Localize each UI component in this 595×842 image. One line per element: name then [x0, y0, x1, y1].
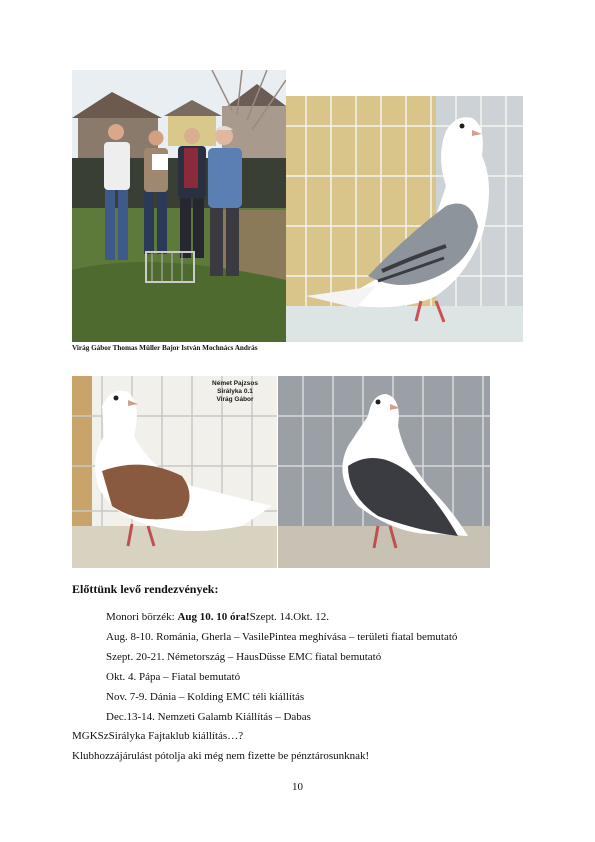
- black-pigeon-photo: [278, 376, 490, 568]
- membership-fee-note: Klubhozzájárulást pótolja aki még nem fizette be pénztárosunknak!: [72, 750, 370, 762]
- event-line: [106, 611, 329, 623]
- event-highlight: Aug 10. 10 óra!: [177, 611, 250, 623]
- event-line: Nov. 7-9. Dánia – Kolding EMC téli kiállítás: [106, 691, 305, 703]
- overlay-line: Virág Gábor: [216, 396, 254, 403]
- group-photo: [72, 70, 286, 342]
- event-text: Monori börzék:: [106, 611, 178, 623]
- event-text: Szept. 14.Okt. 12.: [249, 611, 330, 623]
- grey-pigeon-photo: [286, 96, 523, 342]
- overlay-line: Sirályka 0.1: [217, 388, 253, 395]
- events-heading: Előttünk levő rendezvények:: [72, 582, 219, 596]
- event-line: Dec.13-14. Nemzeti Galamb Kiállítás – Dabas: [106, 711, 311, 723]
- group-photo-caption: Virág Gábor Thomas Müller Bajor István Mochnács András: [72, 344, 258, 352]
- page-number: 10: [292, 781, 303, 793]
- brown-photo-overlay: [195, 380, 275, 404]
- event-line: Aug. 8-10. Románia, Gherla – VasilePintea meghívása – területi fiatal bemutató: [106, 631, 458, 643]
- event-line: Szept. 20-21. Németország – HausDüsse EMC fiatal bemutató: [106, 651, 382, 663]
- overlay-line: Német Pajzsos: [212, 380, 258, 387]
- event-line: Okt. 4. Pápa – Fiatal bemutató: [106, 671, 241, 683]
- brown-pigeon-photo: [72, 376, 277, 568]
- club-exhibition-note: MGKSzSirályka Fajtaklub kiállítás…?: [72, 730, 244, 742]
